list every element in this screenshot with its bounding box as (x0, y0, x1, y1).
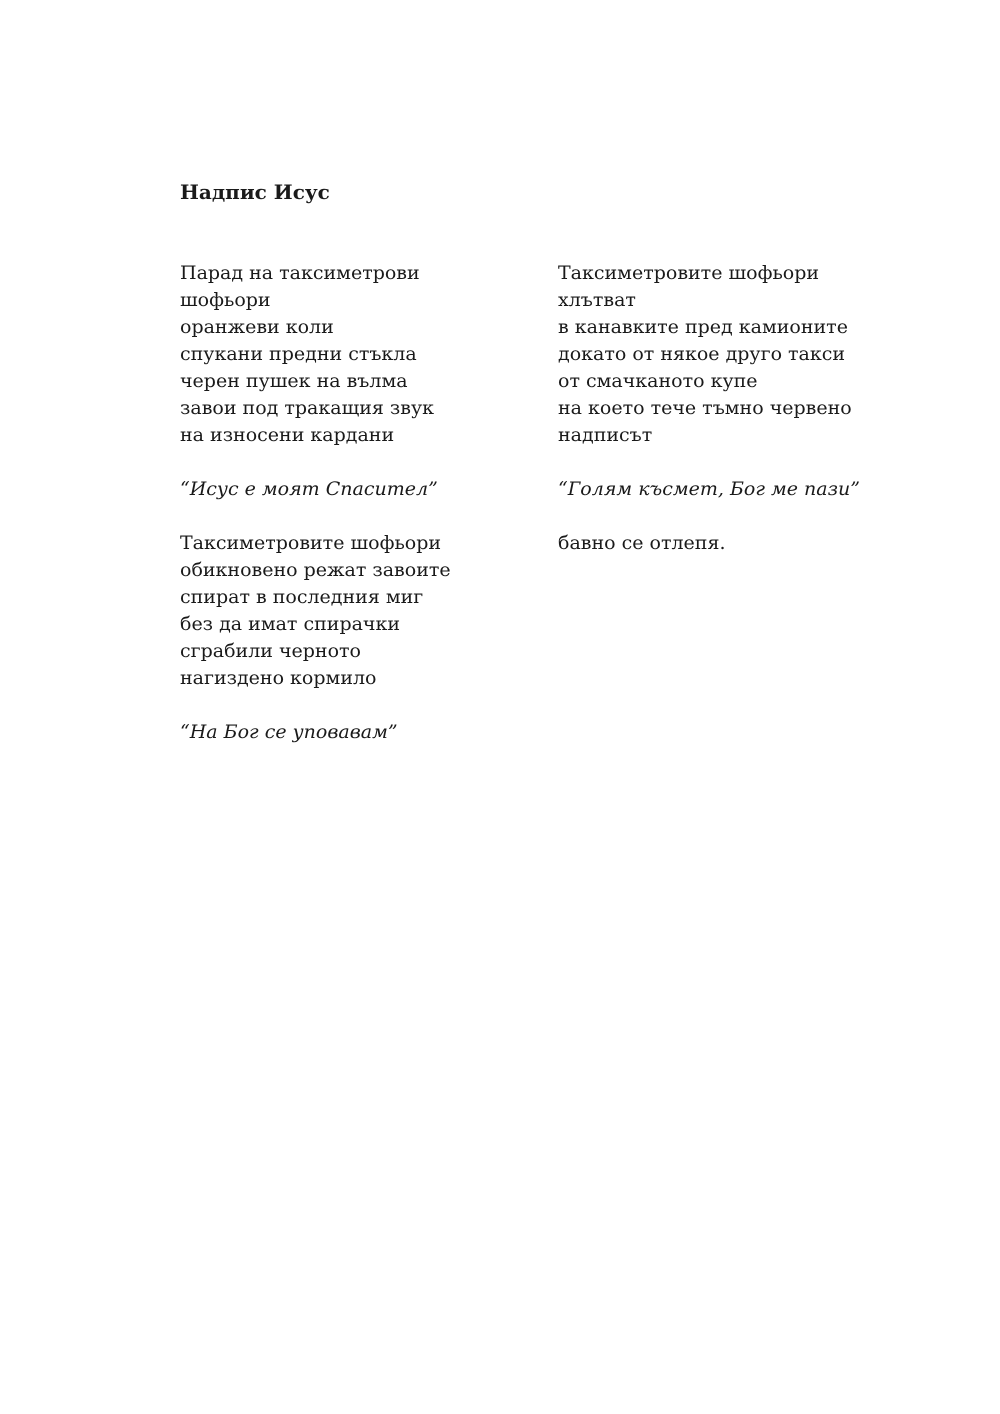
italic-quote: “На Бог се уповавам” (180, 721, 398, 743)
poem-line: бавно се отлепя. (558, 532, 726, 554)
italic-quote: “Голям късмет, Бог ме пази” (558, 478, 860, 500)
italic-quote: “Исус е моят Спасител” (180, 478, 438, 500)
poem-line: обикновено режат завоите (180, 559, 451, 581)
stanza (558, 530, 938, 557)
stanza (558, 260, 938, 449)
poem-line: спират в последния миг (180, 586, 424, 608)
poem-line: на износени кардани (180, 424, 395, 446)
poem-line: от смачканото купе (558, 370, 758, 392)
poem-line: оранжеви коли (180, 316, 334, 338)
poem-line: надписът (558, 424, 653, 446)
poem-line: докато от някое друго такси (558, 343, 846, 365)
poem-line: шофьори (180, 289, 271, 311)
poem-line: на което тече тъмно червено (558, 397, 852, 419)
poem-line: без да имат спирачки (180, 613, 401, 635)
poem-line: черен пушек на вълма (180, 370, 408, 392)
left-column (180, 260, 560, 773)
poem-line: сграбили черното (180, 640, 361, 662)
poem-line: завои под тракащия звук (180, 397, 435, 419)
poem-line: Таксиметровите шофьори (180, 532, 442, 554)
poem-line: нагиздено кормило (180, 667, 377, 689)
right-column (558, 260, 938, 584)
poem-line: Таксиметровите шофьори (558, 262, 820, 284)
stanza (180, 260, 560, 449)
poem-title: Надпис Исус (180, 180, 330, 204)
poem-line: спукани предни стъкла (180, 343, 417, 365)
poem-line: в канавките пред камионите (558, 316, 848, 338)
poem-line: Парад на таксиметрови (180, 262, 420, 284)
poem-line: хлътват (558, 289, 636, 311)
stanza (180, 530, 560, 692)
